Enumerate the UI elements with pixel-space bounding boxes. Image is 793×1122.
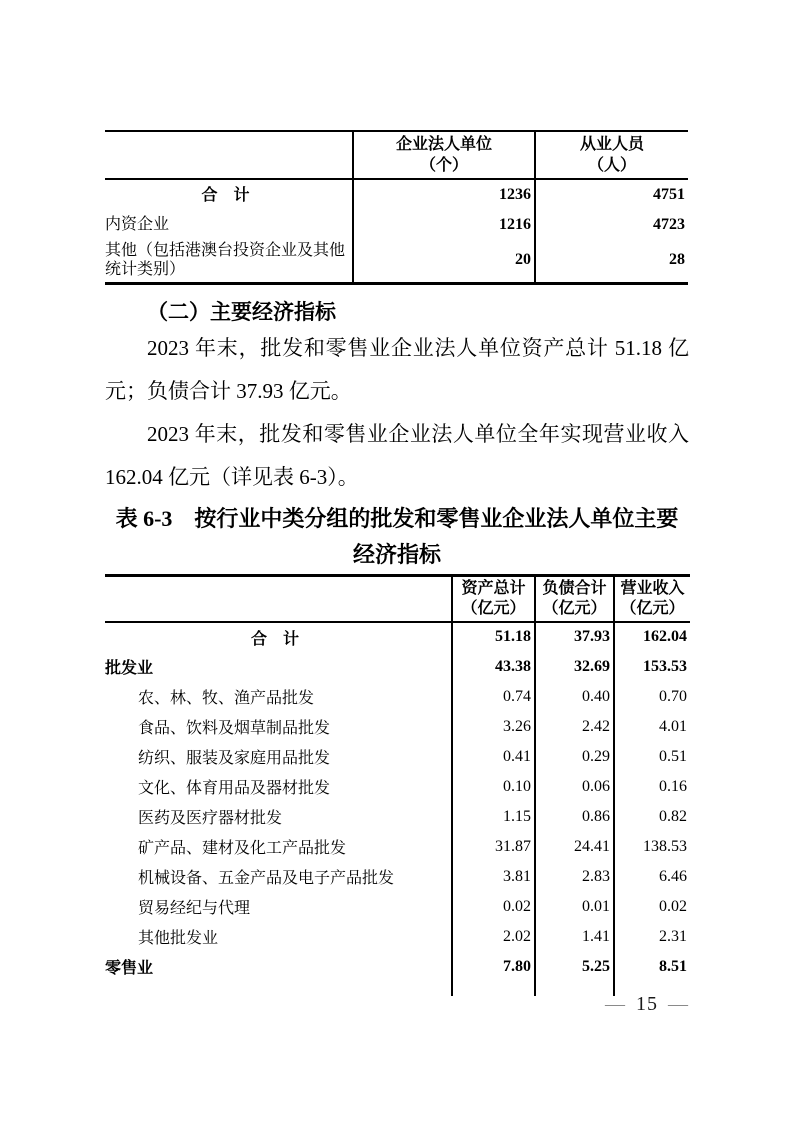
cell-value: 4751 — [653, 186, 685, 203]
table-title-line2: 经济指标 — [352, 541, 441, 567]
cell-value: 1236 — [353, 179, 535, 210]
cell-value: 2.31 — [659, 927, 687, 945]
cell-value: 0.02 — [659, 897, 687, 915]
column-header-liabilities — [535, 575, 614, 622]
cell-value: 1.41 — [535, 922, 614, 952]
cell-value: 24.41 — [535, 832, 614, 862]
row-label: 合 计 — [105, 622, 452, 652]
cell-value: 2.83 — [535, 862, 614, 892]
table-header-row — [105, 575, 690, 622]
cell-value: 0.29 — [535, 742, 614, 772]
cell-value: 51.18 — [452, 622, 535, 652]
table-row — [105, 742, 690, 772]
row-label: 合 计 — [105, 179, 353, 210]
table-row-group — [105, 952, 690, 982]
cell-value: 4.01 — [659, 717, 687, 735]
table-row — [105, 239, 688, 283]
column-header-line: 企业法人单位 — [395, 136, 492, 153]
table-row — [105, 682, 690, 712]
column-header-unit: （个） — [419, 157, 468, 174]
cell-value: 1.15 — [452, 802, 535, 832]
column-header-unit: （人） — [587, 157, 636, 174]
table-row — [105, 922, 690, 952]
table-6-3-title — [105, 501, 689, 573]
cell-value: 8.51 — [659, 957, 687, 975]
cell-value: 162.04 — [643, 628, 687, 645]
cell-value: 32.69 — [535, 652, 614, 682]
cell-value: 0.82 — [659, 807, 687, 825]
row-label: 内资企业 — [105, 210, 353, 239]
cell-value: 3.81 — [452, 862, 535, 892]
cell-value: 43.38 — [452, 652, 535, 682]
cell-value: 0.51 — [659, 747, 687, 765]
column-header-line: 资产总计 — [461, 579, 526, 597]
row-label: 矿产品、建材及化工产品批发 — [105, 832, 452, 862]
units-employees-table — [105, 130, 688, 285]
cell-value: 0.06 — [535, 772, 614, 802]
column-header-unit: （亿元） — [542, 599, 607, 617]
cell-value: 1216 — [353, 210, 535, 239]
cell-value: 0.70 — [659, 687, 687, 705]
column-header-units — [353, 131, 535, 179]
cell-value: 4723 — [653, 215, 685, 233]
row-label: 零售业 — [105, 952, 452, 982]
corner-cell — [105, 575, 452, 622]
row-label: 贸易经纪与代理 — [105, 892, 452, 922]
column-header-unit: （亿元） — [461, 599, 526, 617]
page-number-dash: — — [668, 993, 689, 1015]
cell-value: 0.16 — [659, 777, 687, 795]
cell-value: 138.53 — [643, 837, 687, 855]
page-number-dash: — — [605, 993, 626, 1015]
column-header-revenue — [614, 575, 690, 622]
table-row — [105, 712, 690, 742]
column-header-line: 营业收入 — [620, 579, 685, 597]
table-row — [105, 862, 690, 892]
cell-value: 31.87 — [452, 832, 535, 862]
cell-value: 0.01 — [535, 892, 614, 922]
row-label: 医药及医疗器材批发 — [105, 802, 452, 832]
page-content — [105, 0, 689, 996]
table-row-total — [105, 622, 690, 652]
paragraph: 2023 年末，批发和零售业企业法人单位全年实现营业收入 162.04 亿元（详见表 6-3）。 — [105, 421, 689, 489]
table-title-line1: 表 6-3 按行业中类分组的批发和零售业企业法人单位主要 — [115, 505, 679, 531]
cell-value: 0.74 — [452, 682, 535, 712]
cell-value: 3.26 — [452, 712, 535, 742]
column-header-line: 从业人员 — [579, 136, 644, 153]
cell-value: 6.46 — [659, 867, 687, 885]
table-row — [105, 772, 690, 802]
paragraph: 2023 年末，批发和零售业企业法人单位资产总计 51.18 亿元；负债合计 37.93 亿元。 — [105, 335, 689, 403]
cell-value: 0.10 — [452, 772, 535, 802]
cell-value: 28 — [669, 251, 685, 269]
row-label: 批发业 — [105, 652, 452, 682]
row-label: 农、林、牧、渔产品批发 — [105, 682, 452, 712]
row-label: 其他（包括港澳台投资企业及其他统计类别） — [105, 239, 353, 283]
table-row — [105, 210, 688, 239]
body-text — [105, 327, 689, 499]
cell-value: 0.02 — [452, 892, 535, 922]
table-cutoff-row — [105, 982, 690, 996]
row-label: 食品、饮料及烟草制品批发 — [105, 712, 452, 742]
cell-value: 5.25 — [535, 952, 614, 982]
cell-value: 0.40 — [535, 682, 614, 712]
table-row — [105, 802, 690, 832]
row-label: 纺织、服装及家庭用品批发 — [105, 742, 452, 772]
cell-value: 7.80 — [452, 952, 535, 982]
economic-indicators-table — [105, 574, 690, 996]
cell-value: 153.53 — [643, 657, 687, 675]
table-header-row — [105, 131, 688, 179]
corner-cell — [105, 131, 353, 179]
cell-value: 2.42 — [535, 712, 614, 742]
cell-value: 0.41 — [452, 742, 535, 772]
column-header-employees — [535, 131, 688, 179]
table-row — [105, 179, 688, 210]
table-row-group — [105, 652, 690, 682]
row-label: 其他批发业 — [105, 922, 452, 952]
column-header-unit: （亿元） — [620, 599, 685, 617]
row-label: 文化、体育用品及器材批发 — [105, 772, 452, 802]
row-label: 机械设备、五金产品及电子产品批发 — [105, 862, 452, 892]
table-row — [105, 892, 690, 922]
page-number-value: 15 — [636, 993, 658, 1015]
column-header-assets — [452, 575, 535, 622]
page-number — [605, 993, 689, 1016]
section-heading: （二）主要经济指标 — [147, 299, 336, 324]
cell-value: 20 — [353, 239, 535, 283]
cell-value: 2.02 — [452, 922, 535, 952]
column-header-line: 负债合计 — [542, 579, 607, 597]
cell-value: 37.93 — [535, 622, 614, 652]
table-row — [105, 832, 690, 862]
cell-value: 0.86 — [535, 802, 614, 832]
